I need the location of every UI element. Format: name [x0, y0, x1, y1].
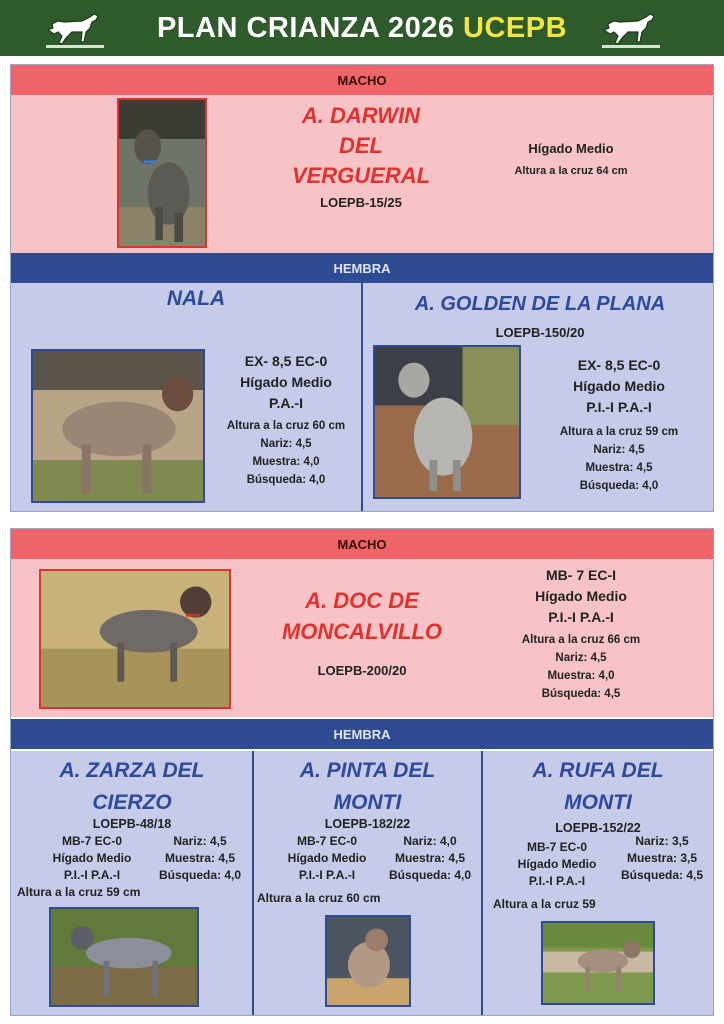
male-band-label: MACHO — [337, 536, 387, 552]
male-band — [11, 529, 713, 559]
dog-photo — [39, 569, 231, 709]
title-accent: UCEPB — [463, 11, 568, 44]
female-stats — [497, 839, 617, 890]
female-traits — [379, 833, 481, 884]
coat-color: Hígado Medio — [535, 588, 627, 604]
height-value: Altura a la cruz 64 cm — [514, 165, 628, 177]
female-traits — [611, 833, 713, 884]
search-score: Búsqueda: 4,5 — [620, 868, 704, 882]
page-title — [157, 12, 567, 45]
female-band-label: HEMBRA — [333, 726, 391, 742]
search-score: Búsqueda: 4,0 — [579, 480, 659, 492]
breeding-pair-2 — [10, 528, 714, 1016]
nose-score: Nariz: 4,0 — [403, 834, 457, 848]
title-main: PLAN CRIANZA 2026 — [156, 11, 455, 44]
female-stats — [267, 833, 387, 884]
registry-number: LOEPB-182/22 — [324, 817, 411, 831]
score-line: MB-7 EC-0 — [526, 840, 587, 854]
registry-number: LOEPB-150/20 — [495, 325, 585, 340]
female-stats — [27, 833, 157, 884]
pointer-dog-icon — [44, 8, 106, 50]
female-band — [11, 253, 713, 283]
point-score: Muestra: 4,5 — [164, 851, 236, 865]
female-band — [11, 719, 713, 749]
female-name: A. GOLDEN DE LA PLANA — [414, 293, 666, 315]
pointer-dog-icon — [600, 8, 662, 50]
male-band-label: MACHO — [337, 72, 387, 88]
male-name: A. DOC DE MONCALVILLO — [281, 588, 443, 644]
coat-color: Hígado Medio — [240, 374, 332, 390]
height-value: Altura a la cruz 59 cm — [559, 426, 679, 438]
height-value: Altura a la cruz 66 cm — [521, 634, 641, 646]
female-panel — [11, 751, 713, 1015]
score-line: EX- 8,5 EC-0 — [577, 357, 661, 373]
coat-color: Hígado Medio — [528, 141, 614, 156]
titles-line: P.I.-I P.A.-I — [63, 868, 121, 882]
height-value: Altura a la cruz 59 — [493, 897, 596, 911]
dog-photo — [117, 98, 207, 248]
titles-line: P.I.-I P.A.-I — [586, 399, 652, 415]
female-name: A. PINTA DEL MONTI — [299, 759, 436, 814]
male-traits — [491, 631, 671, 703]
male-panel — [11, 95, 713, 253]
female-band-label: HEMBRA — [333, 260, 391, 276]
registry-number: LOEPB-48/18 — [92, 817, 172, 831]
registry-number: LOEPB-200/20 — [317, 663, 407, 678]
male-band — [11, 65, 713, 95]
male-name: A. DARWIN DEL VERGUERAL — [291, 103, 431, 188]
registry-number: LOEPB-152/22 — [555, 821, 641, 835]
search-score: Búsqueda: 4,0 — [158, 868, 242, 882]
female-traits — [211, 417, 361, 489]
page-header — [0, 0, 724, 56]
breeding-pair-1 — [10, 64, 714, 512]
coat-color: Hígado Medio — [573, 378, 665, 394]
female-name: NALA — [166, 287, 226, 310]
nose-score: Nariz: 4,5 — [260, 438, 312, 450]
coat-color: Hígado Medio — [287, 851, 367, 865]
coat-color: Hígado Medio — [517, 857, 597, 871]
nose-score: Nariz: 4,5 — [173, 834, 227, 848]
score-line: MB-7 EC-0 — [61, 834, 122, 848]
dog-photo — [31, 349, 205, 503]
dog-photo — [541, 921, 655, 1005]
female-name: A. RUFA DEL MONTI — [532, 759, 664, 814]
search-score: Búsqueda: 4,0 — [246, 474, 326, 486]
point-score: Muestra: 3,5 — [626, 851, 698, 865]
female-name: A. ZARZA DEL CIERZO — [59, 759, 205, 814]
score-line: MB-7 EC-0 — [296, 834, 357, 848]
search-score: Búsqueda: 4,0 — [388, 868, 472, 882]
search-score: Búsqueda: 4,5 — [541, 688, 621, 700]
nose-score: Nariz: 3,5 — [635, 834, 689, 848]
point-score: Muestra: 4,0 — [252, 456, 320, 468]
score-line: MB- 7 EC-I — [546, 567, 616, 583]
point-score: Muestra: 4,0 — [547, 670, 615, 682]
point-score: Muestra: 4,5 — [394, 851, 466, 865]
dog-photo — [373, 345, 521, 499]
height-value: Altura a la cruz 60 cm — [226, 420, 346, 432]
female-stats — [211, 351, 361, 414]
nose-score: Nariz: 4,5 — [555, 652, 607, 664]
column-divider — [361, 283, 363, 511]
female-stats — [529, 355, 709, 418]
male-panel — [11, 559, 713, 717]
titles-line: P.I.-I P.A.-I — [528, 874, 586, 888]
dog-photo — [325, 915, 411, 1007]
titles-line: P.I.-I P.A.-I — [298, 868, 356, 882]
female-panel — [11, 283, 713, 511]
female-traits — [529, 423, 709, 495]
height-value: Altura a la cruz 59 cm — [17, 885, 141, 899]
score-line: EX- 8,5 EC-0 — [244, 353, 328, 369]
titles-line: P.I.-I P.A.-I — [548, 609, 614, 625]
male-stats — [491, 565, 671, 628]
point-score: Muestra: 4,5 — [585, 462, 653, 474]
coat-color: Hígado Medio — [52, 851, 132, 865]
height-value: Altura a la cruz 60 cm — [257, 891, 381, 905]
registry-number: LOEPB-15/25 — [320, 195, 402, 210]
nose-score: Nariz: 4,5 — [593, 444, 645, 456]
dog-photo — [49, 907, 199, 1007]
female-traits — [149, 833, 251, 884]
titles-line: P.A.-I — [269, 395, 303, 411]
